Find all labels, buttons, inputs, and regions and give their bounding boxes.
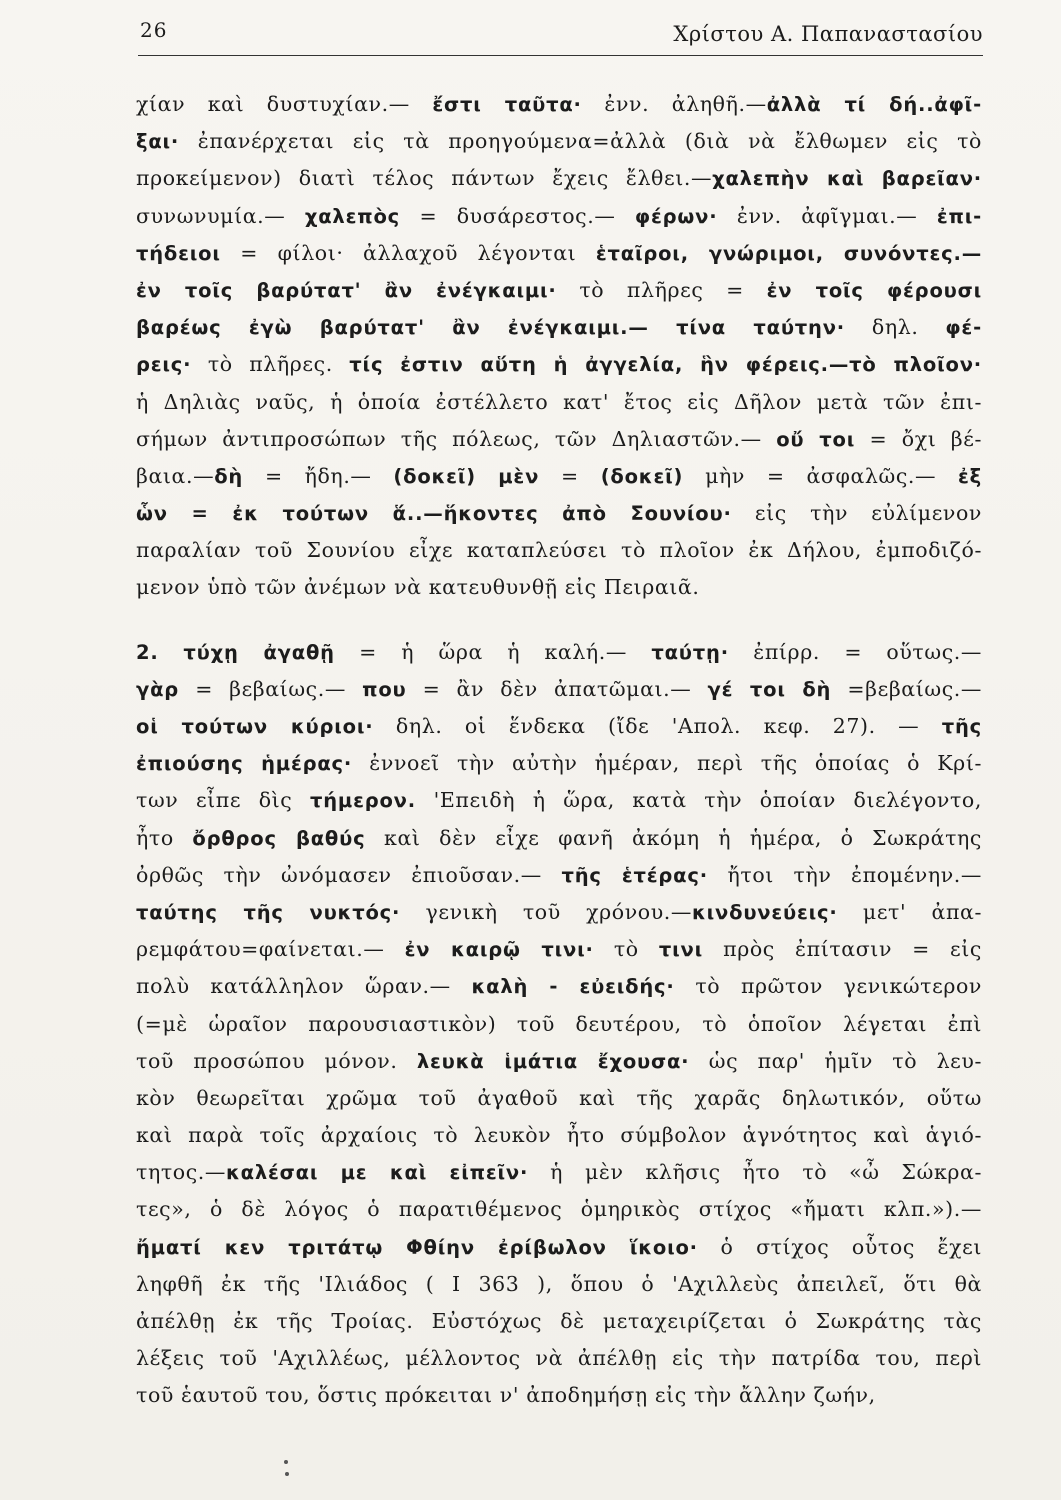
gloss-text: ἐννοεῖ τὴν αὐτὴν ἡμέραν, περὶ τῆς ὁποίας ὁ Κρί- — [352, 751, 982, 776]
gloss-text: πολὺ κατάλληλον ὥραν.— — [136, 974, 472, 999]
gloss-text: ρεμφάτου=φαίνεται.— — [136, 937, 405, 962]
gloss-text: παραλίαν τοῦ Σουνίου εἶχε καταπλεύσει τὸ πλοῖον ἐκ Δήλου, ἐμποδιζό- — [136, 538, 982, 563]
lemma-term: λευκὰ ἱμάτια ἔχουσα· — [416, 1049, 690, 1073]
lemma-term: βαρέως ἐγὼ βαρύτατ' ἂν ἐνέγκαιμι.— τίνα ταύτην· — [136, 316, 846, 340]
text-line — [136, 532, 982, 569]
gloss-text: καὶ παρὰ τοῖς ἀρχαίοις τὸ λευκὸν ἦτο σύμβολον ἁγνότητος καὶ ἁγιό- — [136, 1123, 982, 1148]
gloss-text: τὸ πρῶτον γενικώτερον — [674, 974, 982, 999]
text-line — [136, 123, 982, 160]
lemma-term: κινδυνεύεις· — [692, 900, 838, 924]
gloss-text: δηλ. — [845, 315, 946, 340]
speck — [284, 1460, 288, 1464]
gloss-text: = ὄχι βέ- — [855, 426, 982, 451]
text-line — [136, 1340, 982, 1377]
gloss-text: κὸν θεωρεῖται χρῶμα τοῦ ἀγαθοῦ καὶ τῆς χαρᾶς δηλωτικόν, οὕτω — [136, 1085, 982, 1110]
lemma-term: τῆς — [941, 715, 982, 738]
text-line — [136, 569, 982, 606]
text-line — [136, 1154, 982, 1191]
lemma-term: ἐξ — [958, 464, 982, 488]
gloss-text: ἡ Δηλιὰς ναῦς, ἡ ὁποία ἐστέλλετο κατ' ἔτος εἰς Δῆλον μετὰ τῶν ἐπι- — [136, 389, 982, 414]
text-line — [136, 857, 982, 894]
gloss-text: πρὸς ἐπίτασιν = εἰς — [702, 937, 982, 962]
text-line — [136, 671, 982, 708]
gloss-text: ἤτοι τὴν ἐπομένην.— — [707, 862, 982, 887]
text-line — [136, 634, 982, 671]
gloss-text: ὁ στίχος οὗτος ἔχει — [697, 1234, 982, 1259]
lemma-term: ἐν τοῖς βαρύτατ' ἂν ἐνέγκαιμι· — [136, 278, 557, 302]
lemma-term: τίς ἐστιν αὕτη ἡ ἀγγελία, ἣν φέρεις.—τὸ πλοῖον· — [349, 353, 982, 377]
gloss-text: ληφθῆ ἐκ τῆς 'Ιλιάδος ( Ι 363 ), ὅπου ὁ 'Αχιλλεὺς ἀπειλεῖ, ὅτι θὰ — [136, 1271, 982, 1296]
gloss-text: 'Επειδὴ ἡ ὥρα, κατὰ τὴν ὁποίαν διελέγοντο, — [415, 788, 982, 813]
lemma-term: χαλεπὸς — [304, 204, 401, 228]
gloss-text: τες», ὁ δὲ λόγος ὁ παρατιθέμενος ὁμηρικὸς στίχος «ἤματι κλπ.»).— — [136, 1197, 982, 1222]
commentary-text — [136, 86, 982, 1415]
running-head-author: Χρίστου Α. Παπαναστασίου — [673, 22, 983, 46]
running-head — [138, 18, 983, 54]
text-line — [136, 86, 982, 123]
gloss-text: = φίλοι· ἀλλαχοῦ λέγονται — [220, 240, 596, 265]
gloss-text: ὀρθῶς τὴν ὠνόμασεν ἐπιοῦσαν.— — [136, 862, 562, 887]
gloss-text: λέξεις τοῦ 'Αχιλλέως, μέλλοντος νὰ ἀπέλθῃ εἰς τὴν πατρίδα του, περὶ — [136, 1346, 982, 1371]
lemma-term: χαλεπὴν καὶ βαρεῖαν· — [712, 167, 982, 191]
gloss-text: = ἡ ὥρα ἡ καλή.— — [334, 639, 652, 664]
lemma-term: ἐπι- — [936, 204, 982, 228]
gloss-text: ἐπανέρχεται εἰς τὰ προηγούμενα=ἀλλὰ (διὰ νὰ ἔλθωμεν εἰς τὸ — [179, 129, 982, 154]
gloss-text: συνωνυμία.— — [136, 203, 305, 228]
lemma-term: καλέσαι με καὶ εἰπεῖν· — [226, 1161, 529, 1185]
gloss-text: προκείμενον) διατὶ τέλος πάντων ἔχεις ἔλθει.— — [136, 166, 713, 191]
gloss-text: ὡς παρ' ἡμῖν τὸ λευ- — [689, 1048, 982, 1073]
gloss-text: =βεβαίως.— — [831, 676, 982, 701]
text-line — [136, 1006, 982, 1043]
header-rule — [138, 55, 983, 56]
gloss-text: εἰς τὴν εὐλίμενον — [731, 501, 982, 526]
text-line — [136, 272, 982, 309]
text-line — [136, 160, 982, 197]
gloss-text: τοῦ προσώπου μόνον. — [136, 1048, 417, 1073]
gloss-text: των εἶπε δὶς — [136, 788, 310, 813]
gloss-text: = ἂν δὲν ἀπατῶμαι.— — [406, 676, 708, 701]
lemma-term: τινι — [658, 938, 703, 962]
gloss-text: ἦτο — [136, 825, 193, 850]
text-line — [136, 1043, 982, 1080]
gloss-text: μενον ὑπὸ τῶν ἀνέμων νὰ κατευθυνθῇ εἰς Πειραιᾶ. — [136, 575, 700, 600]
lemma-term: ὄρθρος βαθύς — [192, 826, 366, 850]
lemma-term: 2. τύχῃ ἀγαθῇ — [136, 640, 335, 664]
speck — [285, 1472, 289, 1476]
lemma-term: (δοκεῖ) μὲν — [393, 464, 540, 488]
gloss-text: χίαν καὶ δυστυχίαν.— — [136, 92, 433, 116]
gloss-text: ἐνν. ἀληθῆ.— — [581, 92, 767, 116]
lemma-term: ἐν καιρῷ τινι· — [404, 938, 594, 962]
text-line — [136, 384, 982, 421]
text-line — [136, 1377, 982, 1414]
text-line — [136, 745, 982, 782]
lemma-term: ἀλλὰ τί δή..ἀφῖ- — [766, 93, 982, 116]
gloss-text: ἀπέλθῃ ἐκ τῆς Τροίας. Εὐστόχως δὲ μεταχειρίζεται ὁ Σωκράτης τὰς — [136, 1309, 982, 1333]
gloss-text: τὸ πλῆρες. — [191, 352, 350, 377]
page-specks — [282, 1452, 292, 1492]
text-line — [136, 1080, 982, 1117]
lemma-term: ὧν = ἐκ τούτων ἅ..—ἥκοντες ἀπὸ Σουνίου· — [136, 502, 732, 526]
text-line — [136, 1266, 982, 1303]
lemma-term: που — [362, 677, 407, 701]
lemma-term: ρεις· — [136, 353, 192, 377]
lemma-term: φέ- — [945, 316, 982, 340]
gloss-text: καὶ δὲν εἶχε φανῆ ἀκόμη ἡ ἡμέρα, ὁ Σωκράτης — [365, 825, 982, 850]
gloss-text: τὸ — [593, 937, 659, 962]
gloss-text: βαια.— — [136, 463, 215, 488]
text-line — [136, 782, 982, 819]
lemma-term: ἑταῖροι, γνώριμοι, συνόντες.— — [595, 241, 982, 265]
lemma-term: ἐν τοῖς φέρουσι — [766, 278, 982, 302]
gloss-text: = βεβαίως.— — [179, 676, 363, 701]
lemma-term: δὴ — [214, 464, 244, 488]
text-line — [136, 421, 982, 458]
lemma-term: οἱ τούτων κύριοι· — [136, 715, 374, 738]
paragraph-gap — [136, 607, 982, 634]
text-line — [136, 1191, 982, 1228]
text-line — [136, 708, 982, 745]
lemma-term: τήδειοι — [136, 241, 221, 265]
lemma-term: ταύτης τῆς νυκτός· — [136, 900, 401, 924]
gloss-text: = δυσάρεστος.— — [400, 203, 635, 228]
text-line — [136, 235, 982, 272]
text-line — [136, 931, 982, 968]
lemma-term: ταύτῃ· — [651, 640, 729, 664]
lemma-term: ἔστι ταῦτα· — [432, 93, 582, 116]
lemma-term: ἐπιούσης ἡμέρας· — [136, 752, 353, 776]
gloss-text: τοῦ ἑαυτοῦ του, ὅστις πρόκειται ν' ἀποδημήσῃ εἰς τὴν ἄλλην ζωήν, — [136, 1383, 876, 1408]
lemma-term: γέ τοι δὴ — [707, 677, 832, 701]
page-number: 26 — [140, 18, 168, 42]
gloss-text: = — [539, 463, 601, 488]
lemma-term: καλὴ - εὐειδής· — [471, 975, 675, 999]
lemma-term: γὰρ — [136, 677, 180, 701]
lemma-term: τῆς ἑτέρας· — [561, 863, 708, 887]
gloss-text: μὴν = ἀσφαλῶς.— — [683, 463, 959, 488]
text-line — [136, 495, 982, 532]
text-line — [136, 894, 982, 931]
gloss-text: μετ' ἀπα- — [837, 899, 982, 924]
text-line — [136, 198, 982, 235]
gloss-text: ἡ μὲν κλῆσις ἦτο τὸ «ὦ Σώκρα- — [528, 1160, 982, 1185]
text-line — [136, 1303, 982, 1340]
text-line — [136, 346, 982, 383]
gloss-text: = ἤδη.— — [243, 463, 394, 488]
text-line — [136, 968, 982, 1005]
lemma-term: οὔ τοι — [776, 427, 856, 451]
gloss-text: (=μὲ ὡραῖον παρουσιαστικὸν) τοῦ δευτέρου, τὸ ὁποῖον λέγεται ἐπὶ — [136, 1011, 982, 1036]
gloss-text: σήμων ἀντιπροσώπων τῆς πόλεως, τῶν Δηλιαστῶν.— — [136, 426, 777, 451]
text-line — [136, 1229, 982, 1266]
gloss-text: γενικὴ τοῦ χρόνου.— — [400, 899, 692, 924]
gloss-text: τητος.— — [136, 1160, 227, 1185]
gloss-text: ἐπίρρ. = οὕτως.— — [728, 639, 982, 664]
lemma-term: ἤματί κεν τριτάτῳ Φθίην ἐρίβωλον ἵκοιο· — [136, 1235, 698, 1259]
lemma-term: ξαι· — [136, 130, 180, 154]
gloss-text: ἐνν. ἀφῖγμαι.— — [717, 203, 937, 228]
text-line — [136, 309, 982, 346]
gloss-text: δηλ. οἱ ἕνδεκα (ἴδε 'Απολ. κεφ. 27). — — [373, 714, 942, 738]
text-line — [136, 820, 982, 857]
text-line — [136, 458, 982, 495]
lemma-term: (δοκεῖ) — [600, 464, 684, 488]
lemma-term: τήμερον. — [310, 789, 416, 813]
lemma-term: φέρων· — [634, 204, 718, 228]
text-line — [136, 1117, 982, 1154]
gloss-text: τὸ πλῆρες = — [556, 277, 767, 302]
